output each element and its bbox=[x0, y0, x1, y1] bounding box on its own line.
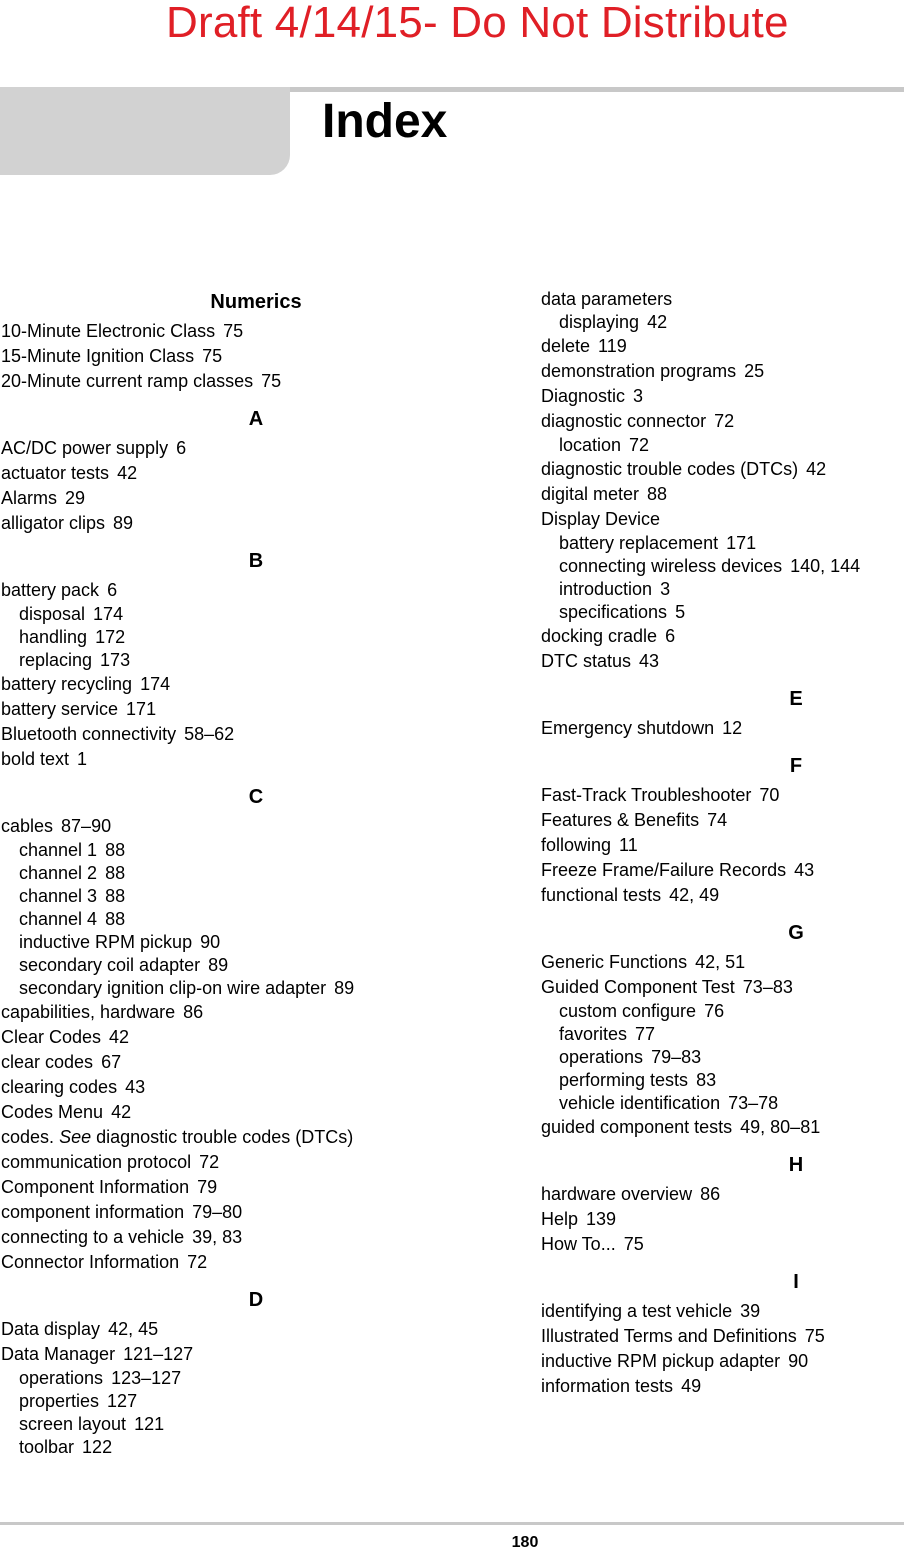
entry-pages[interactable]: 88 bbox=[105, 909, 126, 929]
entry-pages[interactable]: 42, 45 bbox=[108, 1319, 159, 1339]
entry-term: DTC status bbox=[541, 651, 632, 671]
entry-pages[interactable]: 11 bbox=[619, 835, 638, 855]
entry-term: specifications bbox=[559, 602, 668, 622]
entry-term: disposal bbox=[19, 604, 86, 624]
index-entry bbox=[1, 461, 511, 486]
entry-term: introduction bbox=[559, 579, 653, 599]
entry-term: bold text bbox=[1, 749, 70, 769]
entry-pages[interactable]: 73–78 bbox=[728, 1093, 779, 1113]
index-column-right bbox=[541, 288, 904, 1399]
section-heading-i: I bbox=[793, 1271, 799, 1293]
index-entry bbox=[541, 1115, 904, 1140]
entry-pages[interactable]: 77 bbox=[635, 1024, 656, 1044]
entry-term: diagnostic trouble codes (DTCs) bbox=[541, 459, 799, 479]
index-subentry bbox=[541, 434, 904, 457]
entry-term: battery recycling bbox=[1, 674, 133, 694]
entry-pages[interactable]: 88 bbox=[105, 840, 126, 860]
entry-term: Generic Functions bbox=[541, 952, 688, 972]
index-subentry bbox=[1, 1413, 511, 1436]
entry-term: operations bbox=[19, 1368, 104, 1388]
entry-pages[interactable]: 42 bbox=[647, 312, 668, 332]
entry-pages[interactable]: 171 bbox=[726, 533, 757, 553]
entry-pages[interactable]: 42 bbox=[109, 1027, 130, 1047]
page-title: Index bbox=[322, 95, 448, 148]
section-heading-e: E bbox=[789, 688, 803, 710]
index-subentry bbox=[1, 862, 511, 885]
entry-term: replacing bbox=[19, 650, 93, 670]
entry-pages[interactable]: 43 bbox=[794, 860, 815, 880]
index-entry bbox=[1, 1225, 511, 1250]
section-heading-a: A bbox=[248, 408, 264, 430]
entry-pages[interactable]: 88 bbox=[647, 484, 668, 504]
index-subentry bbox=[1, 885, 511, 908]
section-heading-f: F bbox=[789, 755, 803, 777]
section-heading-d: D bbox=[248, 1289, 264, 1311]
entry-pages[interactable]: 75 bbox=[804, 1326, 825, 1346]
entry-term: Bluetooth connectivity bbox=[1, 724, 177, 744]
entry-pages[interactable]: 119 bbox=[598, 336, 627, 356]
entry-pages[interactable]: 67 bbox=[101, 1052, 122, 1072]
entry-pages[interactable]: 42, 49 bbox=[669, 885, 720, 905]
entry-pages[interactable]: 58–62 bbox=[184, 724, 235, 744]
index-entry bbox=[1, 578, 511, 603]
entry-pages[interactable]: 29 bbox=[65, 488, 86, 508]
index-subentry bbox=[541, 1023, 904, 1046]
entry-term: identifying a test vehicle bbox=[541, 1301, 733, 1321]
index-subentry bbox=[1, 1436, 511, 1459]
section-heading-h: H bbox=[788, 1154, 804, 1176]
index-subentry bbox=[541, 1046, 904, 1069]
entry-pages[interactable]: 72 bbox=[199, 1152, 220, 1172]
entry-term: custom configure bbox=[559, 1001, 697, 1021]
entry-pages[interactable]: 74 bbox=[707, 810, 728, 830]
index-entry bbox=[541, 783, 904, 808]
index-entry bbox=[541, 950, 904, 975]
entry-term: delete bbox=[541, 336, 591, 356]
index-subentry bbox=[1, 603, 511, 626]
entry-pages[interactable]: 3 bbox=[660, 579, 671, 599]
index-entry bbox=[541, 883, 904, 908]
entry-pages[interactable]: 90 bbox=[200, 932, 221, 952]
entry-term: Emergency shutdown bbox=[541, 718, 715, 738]
index-entry bbox=[1, 1050, 511, 1075]
index-entry bbox=[541, 858, 904, 883]
entry-pages[interactable]: 6 bbox=[176, 438, 187, 458]
entry-pages[interactable]: 140, 144 bbox=[790, 556, 861, 576]
index-entry bbox=[541, 649, 904, 674]
entry-pages[interactable]: 79–83 bbox=[651, 1047, 702, 1067]
entry-term: battery replacement bbox=[559, 533, 719, 553]
index-entry bbox=[1, 747, 511, 772]
index-entry bbox=[1, 1317, 511, 1342]
entry-pages[interactable]: 171 bbox=[126, 699, 157, 719]
entry-term: capabilities, hardware bbox=[1, 1002, 176, 1022]
entry-term: properties bbox=[19, 1391, 100, 1411]
entry-term: AC/DC power supply bbox=[1, 438, 169, 458]
entry-term: guided component tests bbox=[541, 1117, 733, 1137]
entry-term: clearing codes bbox=[1, 1077, 118, 1097]
entry-pages[interactable]: 43 bbox=[125, 1077, 146, 1097]
index-entry bbox=[541, 808, 904, 833]
entry-term: channel 4 bbox=[19, 909, 98, 929]
section-heading-b: B bbox=[248, 550, 264, 572]
index-entry bbox=[1, 344, 511, 369]
entry-pages[interactable]: 86 bbox=[700, 1184, 721, 1204]
entry-term: information tests bbox=[541, 1376, 674, 1396]
index-entry bbox=[541, 833, 904, 858]
entry-pages[interactable]: 174 bbox=[140, 674, 171, 694]
entry-term: toolbar bbox=[19, 1437, 75, 1457]
entry-pages[interactable]: 88 bbox=[105, 863, 126, 883]
entry-term: How To... bbox=[541, 1234, 616, 1254]
index-entry bbox=[541, 384, 904, 409]
entry-term: data parameters bbox=[541, 289, 673, 309]
entry-pages[interactable]: 88 bbox=[105, 886, 126, 906]
entry-term: battery pack bbox=[1, 580, 100, 600]
entry-term: hardware overview bbox=[541, 1184, 693, 1204]
index-entry bbox=[1, 814, 511, 839]
index-subentry bbox=[541, 1000, 904, 1023]
entry-term: Component Information bbox=[1, 1177, 190, 1197]
entry-term: Display Device bbox=[541, 509, 661, 529]
index-entry bbox=[541, 507, 904, 532]
index-entry bbox=[541, 334, 904, 359]
entry-term: Connector Information bbox=[1, 1252, 180, 1272]
index-entry bbox=[541, 288, 904, 311]
entry-term: location bbox=[559, 435, 622, 455]
entry-pages[interactable]: 6 bbox=[107, 580, 118, 600]
page-number: 180 bbox=[511, 1534, 539, 1551]
entry-pages[interactable]: 122 bbox=[82, 1437, 113, 1457]
entry-term: favorites bbox=[559, 1024, 628, 1044]
section-heading-g: G bbox=[788, 922, 804, 944]
entry-pages[interactable]: 79–80 bbox=[192, 1202, 243, 1222]
entry-pages[interactable]: 83 bbox=[696, 1070, 717, 1090]
entry-pages[interactable]: 75 bbox=[623, 1234, 644, 1254]
entry-pages[interactable]: 5 bbox=[675, 602, 686, 622]
index-entry bbox=[1, 511, 511, 536]
entry-term: functional tests bbox=[541, 885, 662, 905]
section-heading-numerics: Numerics bbox=[210, 291, 302, 313]
entry-term: performing tests bbox=[559, 1070, 689, 1090]
entry-term: connecting to a vehicle bbox=[1, 1227, 185, 1247]
section-heading-c: C bbox=[248, 786, 264, 808]
entry-term: battery service bbox=[1, 699, 119, 719]
index-entry bbox=[541, 1232, 904, 1257]
index-entry bbox=[541, 1374, 904, 1399]
index-entry bbox=[541, 1299, 904, 1324]
entry-pages[interactable]: 89 bbox=[113, 513, 134, 533]
entry-term: Data Manager bbox=[1, 1344, 116, 1364]
index-subentry bbox=[1, 649, 511, 672]
index-entry bbox=[1, 319, 511, 344]
index-entry bbox=[1, 486, 511, 511]
entry-pages[interactable]: 72 bbox=[187, 1252, 208, 1272]
entry-term: diagnostic connector bbox=[541, 411, 707, 431]
entry-term: channel 1 bbox=[19, 840, 98, 860]
entry-pages[interactable]: 42, 51 bbox=[695, 952, 746, 972]
entry-term: Features & Benefits bbox=[541, 810, 700, 830]
entry-term: Freeze Frame/Failure Records bbox=[541, 860, 787, 880]
index-entry bbox=[1, 697, 511, 722]
entry-pages[interactable]: 1 bbox=[77, 749, 88, 769]
entry-term: communication protocol bbox=[1, 1152, 192, 1172]
entry-pages[interactable]: 89 bbox=[208, 955, 229, 975]
index-subentry bbox=[1, 954, 511, 977]
entry-term: screen layout bbox=[19, 1414, 127, 1434]
index-entry bbox=[541, 457, 904, 482]
entry-term: clear codes bbox=[1, 1052, 94, 1072]
entry-pages[interactable]: 73–83 bbox=[742, 977, 793, 997]
index-column-left bbox=[1, 288, 511, 1459]
entry-term: docking cradle bbox=[541, 626, 658, 646]
entry-pages[interactable]: 6 bbox=[665, 626, 676, 646]
entry-term: secondary ignition clip-on wire adapter bbox=[19, 978, 327, 998]
entry-term: channel 3 bbox=[19, 886, 98, 906]
index-entry bbox=[541, 1182, 904, 1207]
entry-pages[interactable]: 76 bbox=[704, 1001, 725, 1021]
entry-term: operations bbox=[559, 1047, 644, 1067]
entry-pages[interactable]: 39 bbox=[740, 1301, 761, 1321]
index-subentry bbox=[1, 931, 511, 954]
entry-pages[interactable]: 79 bbox=[197, 1177, 218, 1197]
entry-pages[interactable]: 87–90 bbox=[61, 816, 112, 836]
entry-term: Clear Codes bbox=[1, 1027, 102, 1047]
entry-term: Codes Menu bbox=[1, 1102, 104, 1122]
index-entry bbox=[1, 1000, 511, 1025]
index-subentry bbox=[1, 1367, 511, 1390]
index-subentry bbox=[541, 601, 904, 624]
entry-pages[interactable]: 75 bbox=[261, 371, 282, 391]
entry-pages[interactable]: 42 bbox=[111, 1102, 132, 1122]
entry-pages[interactable]: 70 bbox=[759, 785, 780, 805]
entry-term: Diagnostic bbox=[541, 386, 626, 406]
index-entry bbox=[1, 722, 511, 747]
entry-pages[interactable]: 121–127 bbox=[123, 1344, 194, 1364]
entry-term: 20-Minute current ramp classes bbox=[1, 371, 254, 391]
index-entry bbox=[1, 1125, 511, 1150]
entry-pages[interactable]: 90 bbox=[788, 1351, 809, 1371]
draft-watermark: Draft 4/14/15- Do Not Distribute bbox=[166, 0, 789, 47]
entry-term: Illustrated Terms and Definitions bbox=[541, 1326, 797, 1346]
index-entry bbox=[1, 1200, 511, 1225]
index-entry bbox=[541, 1349, 904, 1374]
entry-term: inductive RPM pickup bbox=[19, 932, 193, 952]
index-subentry bbox=[541, 578, 904, 601]
index-subentry bbox=[1, 977, 511, 1000]
entry-pages[interactable]: 42 bbox=[806, 459, 827, 479]
entry-pages[interactable]: 139 bbox=[586, 1209, 617, 1229]
entry-pages[interactable]: 49, 80–81 bbox=[740, 1117, 821, 1137]
entry-term: following bbox=[541, 835, 612, 855]
index-entry bbox=[1, 1175, 511, 1200]
entry-pages[interactable]: 127 bbox=[107, 1391, 138, 1411]
index-subentry bbox=[1, 626, 511, 649]
index-entry bbox=[541, 975, 904, 1000]
entry-term: vehicle identification bbox=[559, 1093, 721, 1113]
index-entry bbox=[1, 1100, 511, 1125]
entry-pages[interactable]: 75 bbox=[223, 321, 244, 341]
entry-pages[interactable]: 75 bbox=[202, 346, 223, 366]
entry-term: alligator clips bbox=[1, 513, 106, 533]
entry-term: demonstration programs bbox=[541, 361, 737, 381]
footer-rule bbox=[0, 1522, 904, 1525]
chapter-tab bbox=[0, 87, 290, 175]
entry-pages[interactable]: 72 bbox=[714, 411, 735, 431]
entry-term: inductive RPM pickup adapter bbox=[541, 1351, 781, 1371]
index-entry bbox=[1, 369, 511, 394]
index-subentry bbox=[541, 1069, 904, 1092]
entry-pages[interactable]: 173 bbox=[100, 650, 131, 670]
index-entry bbox=[1, 1075, 511, 1100]
see-reference: See bbox=[59, 1127, 92, 1147]
index-entry bbox=[541, 1207, 904, 1232]
entry-pages[interactable]: 89 bbox=[334, 978, 355, 998]
entry-term: codes. bbox=[1, 1127, 55, 1147]
index-entry bbox=[541, 359, 904, 384]
entry-pages[interactable]: 49 bbox=[681, 1376, 702, 1396]
index-subentry bbox=[541, 532, 904, 555]
index-entry bbox=[1, 672, 511, 697]
see-target[interactable]: diagnostic trouble codes (DTCs) bbox=[96, 1127, 354, 1147]
entry-term: displaying bbox=[559, 312, 640, 332]
index-subentry bbox=[1, 1390, 511, 1413]
entry-pages[interactable]: 174 bbox=[93, 604, 124, 624]
index-entry bbox=[1, 1025, 511, 1050]
entry-term: Fast-Track Troubleshooter bbox=[541, 785, 752, 805]
entry-term: Data display bbox=[1, 1319, 101, 1339]
entry-term: cables bbox=[1, 816, 54, 836]
index-entry bbox=[1, 1250, 511, 1275]
index-subentry bbox=[541, 555, 904, 578]
entry-term: digital meter bbox=[541, 484, 640, 504]
entry-term: Alarms bbox=[1, 488, 58, 508]
entry-pages[interactable]: 39, 83 bbox=[192, 1227, 243, 1247]
index-entry bbox=[1, 1342, 511, 1367]
entry-pages[interactable]: 86 bbox=[183, 1002, 204, 1022]
entry-pages[interactable]: 121 bbox=[134, 1414, 165, 1434]
index-entry bbox=[541, 1324, 904, 1349]
entry-term: 10-Minute Electronic Class bbox=[1, 321, 216, 341]
entry-pages[interactable]: 172 bbox=[95, 627, 126, 647]
entry-pages[interactable]: 42 bbox=[117, 463, 138, 483]
index-subentry bbox=[1, 908, 511, 931]
entry-pages[interactable]: 72 bbox=[629, 435, 650, 455]
index-entry bbox=[1, 1150, 511, 1175]
entry-pages[interactable]: 12 bbox=[722, 718, 743, 738]
entry-term: Help bbox=[541, 1209, 579, 1229]
index-entry bbox=[541, 624, 904, 649]
index-entry bbox=[541, 482, 904, 507]
entry-term: secondary coil adapter bbox=[19, 955, 201, 975]
entry-term: handling bbox=[19, 627, 88, 647]
entry-pages[interactable]: 43 bbox=[639, 651, 660, 671]
entry-pages[interactable]: 25 bbox=[744, 361, 765, 381]
index-subentry bbox=[541, 311, 904, 334]
entry-term: 15-Minute Ignition Class bbox=[1, 346, 195, 366]
index-subentry bbox=[1, 839, 511, 862]
entry-pages[interactable]: 123–127 bbox=[111, 1368, 182, 1388]
entry-pages[interactable]: 3 bbox=[633, 386, 644, 406]
entry-term: component information bbox=[1, 1202, 185, 1222]
entry-term: connecting wireless devices bbox=[559, 556, 783, 576]
entry-term: channel 2 bbox=[19, 863, 98, 883]
index-entry bbox=[541, 409, 904, 434]
index-entry bbox=[1, 436, 511, 461]
entry-term: actuator tests bbox=[1, 463, 110, 483]
index-subentry bbox=[541, 1092, 904, 1115]
index-entry bbox=[541, 716, 904, 741]
entry-term: Guided Component Test bbox=[541, 977, 735, 997]
